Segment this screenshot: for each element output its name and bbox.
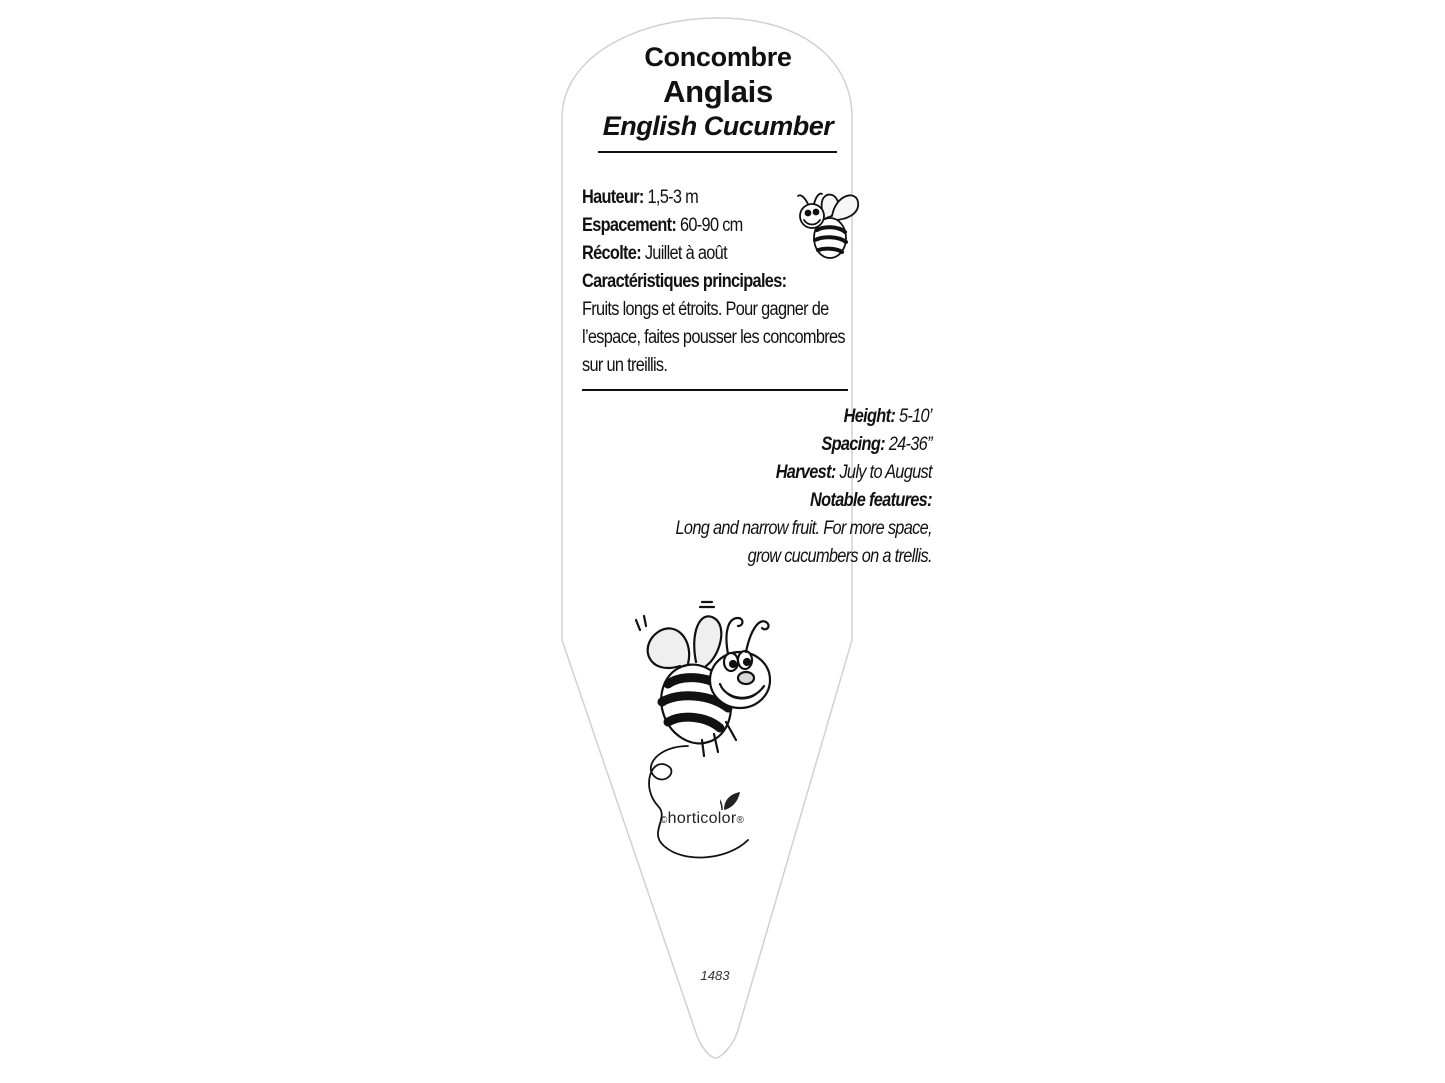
title-english: English Cucumber <box>602 111 834 141</box>
product-code: 1483 <box>700 968 730 983</box>
english-details <box>617 403 932 571</box>
fr-features-line2: l’espace, faites pousser les concombres <box>582 327 845 348</box>
fr-features-line3: sur un treillis. <box>582 355 668 376</box>
french-details <box>582 184 845 380</box>
horticolor-logo: ©horticolor® <box>660 810 745 827</box>
fr-spacing: Espacement: 60-90 cm <box>582 215 743 236</box>
en-harvest: Harvest: July to August <box>775 462 932 483</box>
title-block <box>598 40 838 142</box>
en-features-line1: Long and narrow fruit. For more space, <box>675 518 932 539</box>
fr-height: Hauteur: 1,5-3 m <box>582 187 699 208</box>
fr-harvest: Récolte: Juillet à août <box>582 243 727 264</box>
en-features-line2: grow cucumbers on a trellis. <box>747 546 932 567</box>
fr-features-label: Caractéristiques principales: <box>582 271 787 292</box>
title-concombre: Concombre <box>644 42 792 72</box>
bee-icon <box>628 596 798 886</box>
en-spacing: Spacing: 24-36” <box>821 434 932 455</box>
section-divider <box>582 389 848 391</box>
leaf-icon <box>720 790 744 812</box>
title-underline <box>598 151 837 153</box>
en-height: Height: 5-10’ <box>843 406 932 427</box>
title-anglais: Anglais <box>663 74 773 109</box>
fr-features-line1: Fruits longs et étroits. Pour gagner de <box>582 299 829 320</box>
en-features-label: Notable features: <box>810 490 932 511</box>
